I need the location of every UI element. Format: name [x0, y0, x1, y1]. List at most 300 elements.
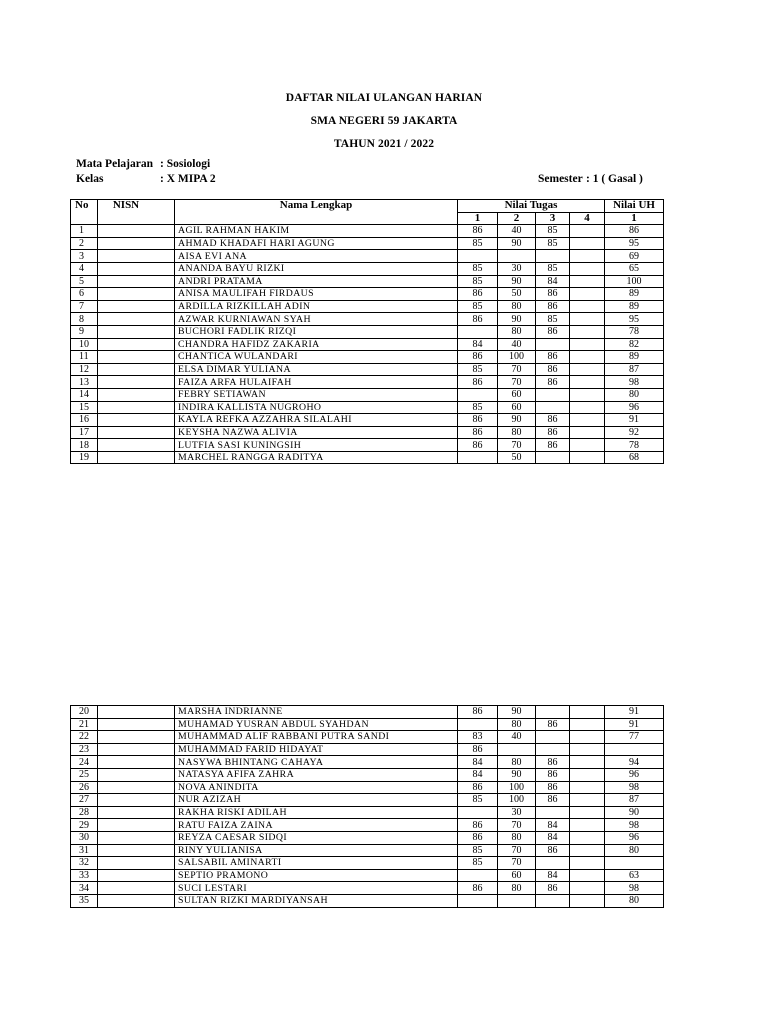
cell-nisn — [98, 376, 175, 389]
cell-uh-1: 98 — [605, 819, 664, 832]
cell-tugas-2: 70 — [498, 376, 536, 389]
cell-tugas-2: 40 — [498, 225, 536, 238]
cell-tugas-2: 80 — [498, 300, 536, 313]
cell-tugas-3: 84 — [536, 275, 570, 288]
cell-no: 1 — [71, 225, 98, 238]
cell-tugas-3: 86 — [536, 363, 570, 376]
cell-tugas-2: 70 — [498, 857, 536, 870]
cell-no: 23 — [71, 743, 98, 756]
header-nilai-uh: Nilai UH — [605, 200, 664, 213]
cell-tugas-4 — [570, 857, 605, 870]
cell-uh-1: 96 — [605, 401, 664, 414]
cell-tugas-4 — [570, 806, 605, 819]
table-row — [71, 325, 664, 338]
table-row — [71, 313, 664, 326]
cell-tugas-1: 86 — [458, 288, 498, 301]
cell-uh-1: 65 — [605, 262, 664, 275]
cell-no: 19 — [71, 451, 98, 464]
cell-tugas-2: 100 — [498, 794, 536, 807]
cell-no: 3 — [71, 250, 98, 263]
cell-nisn — [98, 388, 175, 401]
cell-tugas-4 — [570, 819, 605, 832]
cell-uh-1: 96 — [605, 831, 664, 844]
cell-name: ELSA DIMAR YULIANA — [175, 363, 458, 376]
table-row — [71, 351, 664, 364]
cell-nisn — [98, 225, 175, 238]
cell-tugas-4 — [570, 401, 605, 414]
cell-name: FAIZA ARFA HULAIFAH — [175, 376, 458, 389]
cell-uh-1: 95 — [605, 237, 664, 250]
table-row — [71, 857, 664, 870]
cell-tugas-2: 80 — [498, 325, 536, 338]
cell-tugas-1 — [458, 388, 498, 401]
cell-tugas-4 — [570, 237, 605, 250]
cell-no: 8 — [71, 313, 98, 326]
header-nisn: NISN — [98, 200, 175, 225]
table-row — [71, 414, 664, 427]
cell-tugas-4 — [570, 414, 605, 427]
cell-tugas-4 — [570, 288, 605, 301]
cell-tugas-4 — [570, 756, 605, 769]
semester-label: Semester — [538, 173, 583, 185]
header-tugas-3: 3 — [536, 212, 570, 225]
cell-tugas-3: 86 — [536, 351, 570, 364]
cell-tugas-1: 86 — [458, 439, 498, 452]
cell-tugas-2: 90 — [498, 237, 536, 250]
cell-tugas-3 — [536, 338, 570, 351]
cell-name: MARSHA INDRIANNE — [175, 706, 458, 719]
cell-no: 13 — [71, 376, 98, 389]
cell-tugas-1: 85 — [458, 857, 498, 870]
cell-no: 18 — [71, 439, 98, 452]
cell-tugas-1: 86 — [458, 426, 498, 439]
table-row — [71, 831, 664, 844]
cell-tugas-1 — [458, 325, 498, 338]
cell-nisn — [98, 237, 175, 250]
cell-no: 32 — [71, 857, 98, 870]
cell-no: 10 — [71, 338, 98, 351]
cell-name: AHMAD KHADAFI HARI AGUNG — [175, 237, 458, 250]
cell-no: 2 — [71, 237, 98, 250]
cell-tugas-2: 80 — [498, 882, 536, 895]
cell-no: 30 — [71, 831, 98, 844]
cell-tugas-4 — [570, 225, 605, 238]
cell-nisn — [98, 401, 175, 414]
table-row — [71, 300, 664, 313]
cell-tugas-3 — [536, 743, 570, 756]
cell-uh-1: 63 — [605, 869, 664, 882]
cell-tugas-2: 70 — [498, 363, 536, 376]
cell-tugas-1: 85 — [458, 300, 498, 313]
grades-table-page1 — [70, 199, 664, 464]
cell-nisn — [98, 250, 175, 263]
cell-tugas-4 — [570, 363, 605, 376]
cell-tugas-3: 85 — [536, 237, 570, 250]
table-row — [71, 706, 664, 719]
cell-tugas-3: 86 — [536, 426, 570, 439]
cell-uh-1: 96 — [605, 768, 664, 781]
cell-tugas-3: 86 — [536, 288, 570, 301]
cell-tugas-4 — [570, 351, 605, 364]
cell-tugas-4 — [570, 388, 605, 401]
cell-name: ARDILLA RIZKILLAH ADIN — [175, 300, 458, 313]
cell-uh-1: 94 — [605, 756, 664, 769]
cell-nisn — [98, 325, 175, 338]
cell-tugas-1: 86 — [458, 819, 498, 832]
cell-nisn — [98, 439, 175, 452]
cell-tugas-3: 86 — [536, 300, 570, 313]
cell-tugas-1: 85 — [458, 275, 498, 288]
header-uh-1: 1 — [605, 212, 664, 225]
cell-tugas-2: 90 — [498, 706, 536, 719]
cell-uh-1: 77 — [605, 731, 664, 744]
cell-tugas-2: 90 — [498, 768, 536, 781]
cell-tugas-1 — [458, 806, 498, 819]
table-row — [71, 451, 664, 464]
cell-tugas-4 — [570, 262, 605, 275]
cell-no: 7 — [71, 300, 98, 313]
cell-tugas-3: 86 — [536, 768, 570, 781]
cell-tugas-3 — [536, 857, 570, 870]
cell-tugas-4 — [570, 325, 605, 338]
cell-tugas-1: 85 — [458, 262, 498, 275]
cell-tugas-2: 60 — [498, 869, 536, 882]
header-tugas-4: 4 — [570, 212, 605, 225]
table-row — [71, 426, 664, 439]
header-name: Nama Lengkap — [175, 200, 458, 225]
cell-no: 29 — [71, 819, 98, 832]
cell-uh-1: 92 — [605, 426, 664, 439]
cell-name: RATU FAIZA ZAINA — [175, 819, 458, 832]
cell-uh-1: 69 — [605, 250, 664, 263]
cell-name: NUR AZIZAH — [175, 794, 458, 807]
table-row — [71, 275, 664, 288]
cell-tugas-1: 86 — [458, 706, 498, 719]
cell-tugas-1: 86 — [458, 743, 498, 756]
cell-nisn — [98, 831, 175, 844]
cell-tugas-4 — [570, 794, 605, 807]
cell-uh-1: 98 — [605, 376, 664, 389]
cell-tugas-4 — [570, 300, 605, 313]
cell-tugas-1: 85 — [458, 844, 498, 857]
table-row — [71, 882, 664, 895]
table-row — [71, 250, 664, 263]
cell-no: 28 — [71, 806, 98, 819]
table-row — [71, 731, 664, 744]
cell-name: CHANTICA WULANDARI — [175, 351, 458, 364]
cell-tugas-4 — [570, 831, 605, 844]
cell-tugas-3: 86 — [536, 794, 570, 807]
table-row — [71, 844, 664, 857]
cell-uh-1: 89 — [605, 288, 664, 301]
cell-no: 26 — [71, 781, 98, 794]
cell-uh-1: 80 — [605, 894, 664, 907]
cell-no: 34 — [71, 882, 98, 895]
cell-name: KAYLA REFKA AZZAHRA SILALAHI — [175, 414, 458, 427]
table-row — [71, 781, 664, 794]
cell-no: 17 — [71, 426, 98, 439]
table-row — [71, 869, 664, 882]
cell-tugas-2: 80 — [498, 756, 536, 769]
cell-tugas-1: 86 — [458, 376, 498, 389]
cell-tugas-1: 86 — [458, 414, 498, 427]
cell-nisn — [98, 781, 175, 794]
cell-no: 35 — [71, 894, 98, 907]
subject-label: Mata Pelajaran — [76, 158, 153, 170]
table-row — [71, 401, 664, 414]
cell-tugas-3 — [536, 806, 570, 819]
cell-nisn — [98, 288, 175, 301]
cell-nisn — [98, 718, 175, 731]
cell-tugas-3: 86 — [536, 882, 570, 895]
cell-tugas-2: 70 — [498, 819, 536, 832]
cell-tugas-2: 70 — [498, 844, 536, 857]
cell-no: 31 — [71, 844, 98, 857]
cell-tugas-3: 85 — [536, 262, 570, 275]
cell-no: 14 — [71, 388, 98, 401]
cell-uh-1: 89 — [605, 351, 664, 364]
header-tugas-1: 1 — [458, 212, 498, 225]
cell-tugas-1: 84 — [458, 756, 498, 769]
cell-name: MARCHEL RANGGA RADITYA — [175, 451, 458, 464]
cell-nisn — [98, 414, 175, 427]
cell-tugas-3: 86 — [536, 439, 570, 452]
class-value: : X MIPA 2 — [160, 173, 216, 185]
cell-tugas-3: 84 — [536, 819, 570, 832]
cell-uh-1: 87 — [605, 794, 664, 807]
cell-uh-1: 90 — [605, 806, 664, 819]
cell-name: SEPTIO PRAMONO — [175, 869, 458, 882]
cell-uh-1: 91 — [605, 718, 664, 731]
cell-tugas-2: 100 — [498, 781, 536, 794]
cell-name: SALSABIL AMINARTI — [175, 857, 458, 870]
cell-tugas-1: 85 — [458, 363, 498, 376]
cell-tugas-1 — [458, 869, 498, 882]
cell-tugas-3 — [536, 731, 570, 744]
cell-tugas-2: 80 — [498, 831, 536, 844]
cell-tugas-4 — [570, 313, 605, 326]
cell-nisn — [98, 451, 175, 464]
cell-name: AGIL RAHMAN HAKIM — [175, 225, 458, 238]
table-row — [71, 439, 664, 452]
cell-uh-1: 80 — [605, 844, 664, 857]
cell-tugas-3: 86 — [536, 756, 570, 769]
cell-nisn — [98, 869, 175, 882]
cell-tugas-1: 86 — [458, 882, 498, 895]
cell-tugas-1 — [458, 250, 498, 263]
cell-nisn — [98, 768, 175, 781]
cell-tugas-4 — [570, 426, 605, 439]
cell-no: 16 — [71, 414, 98, 427]
table-row — [71, 768, 664, 781]
cell-tugas-3: 86 — [536, 718, 570, 731]
cell-tugas-3: 86 — [536, 844, 570, 857]
cell-name: MUHAMAD YUSRAN ABDUL SYAHDAN — [175, 718, 458, 731]
cell-nisn — [98, 882, 175, 895]
cell-tugas-4 — [570, 731, 605, 744]
cell-no: 21 — [71, 718, 98, 731]
table-row — [71, 756, 664, 769]
cell-name: RAKHA RISKI ADILAH — [175, 806, 458, 819]
cell-tugas-1: 86 — [458, 781, 498, 794]
cell-uh-1: 98 — [605, 882, 664, 895]
header-tugas-2: 2 — [498, 212, 536, 225]
cell-tugas-4 — [570, 781, 605, 794]
cell-tugas-2 — [498, 894, 536, 907]
table-row — [71, 806, 664, 819]
cell-tugas-3 — [536, 894, 570, 907]
subject-value: : Sosiologi — [160, 158, 211, 170]
cell-tugas-2: 40 — [498, 731, 536, 744]
cell-tugas-2: 90 — [498, 414, 536, 427]
cell-nisn — [98, 300, 175, 313]
cell-uh-1: 78 — [605, 325, 664, 338]
cell-name: ANISA MAULIFAH FIRDAUS — [175, 288, 458, 301]
cell-nisn — [98, 338, 175, 351]
cell-nisn — [98, 313, 175, 326]
cell-tugas-4 — [570, 844, 605, 857]
cell-tugas-1: 84 — [458, 338, 498, 351]
cell-tugas-2: 50 — [498, 451, 536, 464]
cell-nisn — [98, 275, 175, 288]
cell-name: INDIRA KALLISTA NUGROHO — [175, 401, 458, 414]
cell-name: KEYSHA NAZWA ALIVIA — [175, 426, 458, 439]
table-row — [71, 743, 664, 756]
class-label: Kelas — [76, 173, 104, 185]
cell-nisn — [98, 756, 175, 769]
cell-uh-1: 78 — [605, 439, 664, 452]
cell-tugas-3: 84 — [536, 831, 570, 844]
cell-nisn — [98, 426, 175, 439]
cell-name: SUCI LESTARI — [175, 882, 458, 895]
table-row — [71, 288, 664, 301]
cell-tugas-4 — [570, 894, 605, 907]
cell-no: 11 — [71, 351, 98, 364]
cell-tugas-1 — [458, 718, 498, 731]
cell-uh-1: 100 — [605, 275, 664, 288]
cell-tugas-2: 30 — [498, 262, 536, 275]
cell-uh-1 — [605, 857, 664, 870]
cell-tugas-4 — [570, 768, 605, 781]
cell-no: 6 — [71, 288, 98, 301]
cell-name: MUHAMMAD ALIF RABBANI PUTRA SANDI — [175, 731, 458, 744]
cell-no: 9 — [71, 325, 98, 338]
cell-tugas-1: 84 — [458, 768, 498, 781]
cell-no: 4 — [71, 262, 98, 275]
cell-tugas-3: 86 — [536, 414, 570, 427]
cell-uh-1: 68 — [605, 451, 664, 464]
cell-no: 22 — [71, 731, 98, 744]
cell-tugas-2: 60 — [498, 401, 536, 414]
cell-nisn — [98, 844, 175, 857]
cell-tugas-4 — [570, 718, 605, 731]
cell-name: NATASYA AFIFA ZAHRA — [175, 768, 458, 781]
cell-tugas-3 — [536, 451, 570, 464]
cell-tugas-1: 86 — [458, 313, 498, 326]
cell-tugas-2: 70 — [498, 439, 536, 452]
table-row — [71, 718, 664, 731]
cell-no: 15 — [71, 401, 98, 414]
cell-uh-1: 89 — [605, 300, 664, 313]
cell-uh-1: 95 — [605, 313, 664, 326]
cell-tugas-1: 86 — [458, 225, 498, 238]
cell-tugas-1: 85 — [458, 401, 498, 414]
table-row — [71, 894, 664, 907]
cell-no: 20 — [71, 706, 98, 719]
cell-no: 27 — [71, 794, 98, 807]
cell-name: CHANDRA HAFIDZ ZAKARIA — [175, 338, 458, 351]
cell-tugas-4 — [570, 869, 605, 882]
cell-nisn — [98, 894, 175, 907]
cell-tugas-3 — [536, 401, 570, 414]
cell-name: AZWAR KURNIAWAN SYAH — [175, 313, 458, 326]
grades-table-page2 — [70, 705, 664, 908]
cell-tugas-3 — [536, 388, 570, 401]
cell-tugas-1: 85 — [458, 794, 498, 807]
cell-name: RINY YULIANISA — [175, 844, 458, 857]
cell-name: NASYWA BHINTANG CAHAYA — [175, 756, 458, 769]
cell-tugas-2: 80 — [498, 718, 536, 731]
cell-nisn — [98, 731, 175, 744]
cell-name: NOVA ANINDITA — [175, 781, 458, 794]
cell-no: 5 — [71, 275, 98, 288]
cell-tugas-3: 85 — [536, 225, 570, 238]
cell-tugas-2: 100 — [498, 351, 536, 364]
cell-uh-1: 80 — [605, 388, 664, 401]
cell-tugas-3: 85 — [536, 313, 570, 326]
cell-tugas-4 — [570, 706, 605, 719]
cell-tugas-3 — [536, 250, 570, 263]
cell-tugas-4 — [570, 376, 605, 389]
cell-name: AISA EVI ANA — [175, 250, 458, 263]
cell-nisn — [98, 857, 175, 870]
cell-tugas-4 — [570, 275, 605, 288]
cell-tugas-2: 40 — [498, 338, 536, 351]
cell-tugas-2: 50 — [498, 288, 536, 301]
cell-tugas-4 — [570, 439, 605, 452]
cell-tugas-2: 60 — [498, 388, 536, 401]
cell-name: FEBRY SETIAWAN — [175, 388, 458, 401]
cell-no: 24 — [71, 756, 98, 769]
table-row — [71, 262, 664, 275]
table-row — [71, 225, 664, 238]
cell-uh-1: 86 — [605, 225, 664, 238]
cell-nisn — [98, 794, 175, 807]
cell-tugas-2 — [498, 250, 536, 263]
header-no: No — [71, 200, 98, 225]
cell-name: SULTAN RIZKI MARDIYANSAH — [175, 894, 458, 907]
cell-tugas-1: 86 — [458, 831, 498, 844]
school-name: SMA NEGERI 59 JAKARTA — [310, 115, 458, 127]
cell-tugas-2: 80 — [498, 426, 536, 439]
table-row — [71, 237, 664, 250]
cell-tugas-2 — [498, 743, 536, 756]
cell-uh-1: 87 — [605, 363, 664, 376]
cell-tugas-1: 83 — [458, 731, 498, 744]
cell-tugas-1 — [458, 894, 498, 907]
cell-tugas-3: 86 — [536, 325, 570, 338]
cell-name: ANANDA BAYU RIZKI — [175, 262, 458, 275]
table-row — [71, 819, 664, 832]
table-row — [71, 376, 664, 389]
cell-name: ANDRI PRATAMA — [175, 275, 458, 288]
table-row — [71, 363, 664, 376]
table-row — [71, 338, 664, 351]
cell-nisn — [98, 351, 175, 364]
cell-name: BUCHORI FADLIK RIZQI — [175, 325, 458, 338]
cell-no: 25 — [71, 768, 98, 781]
cell-nisn — [98, 806, 175, 819]
